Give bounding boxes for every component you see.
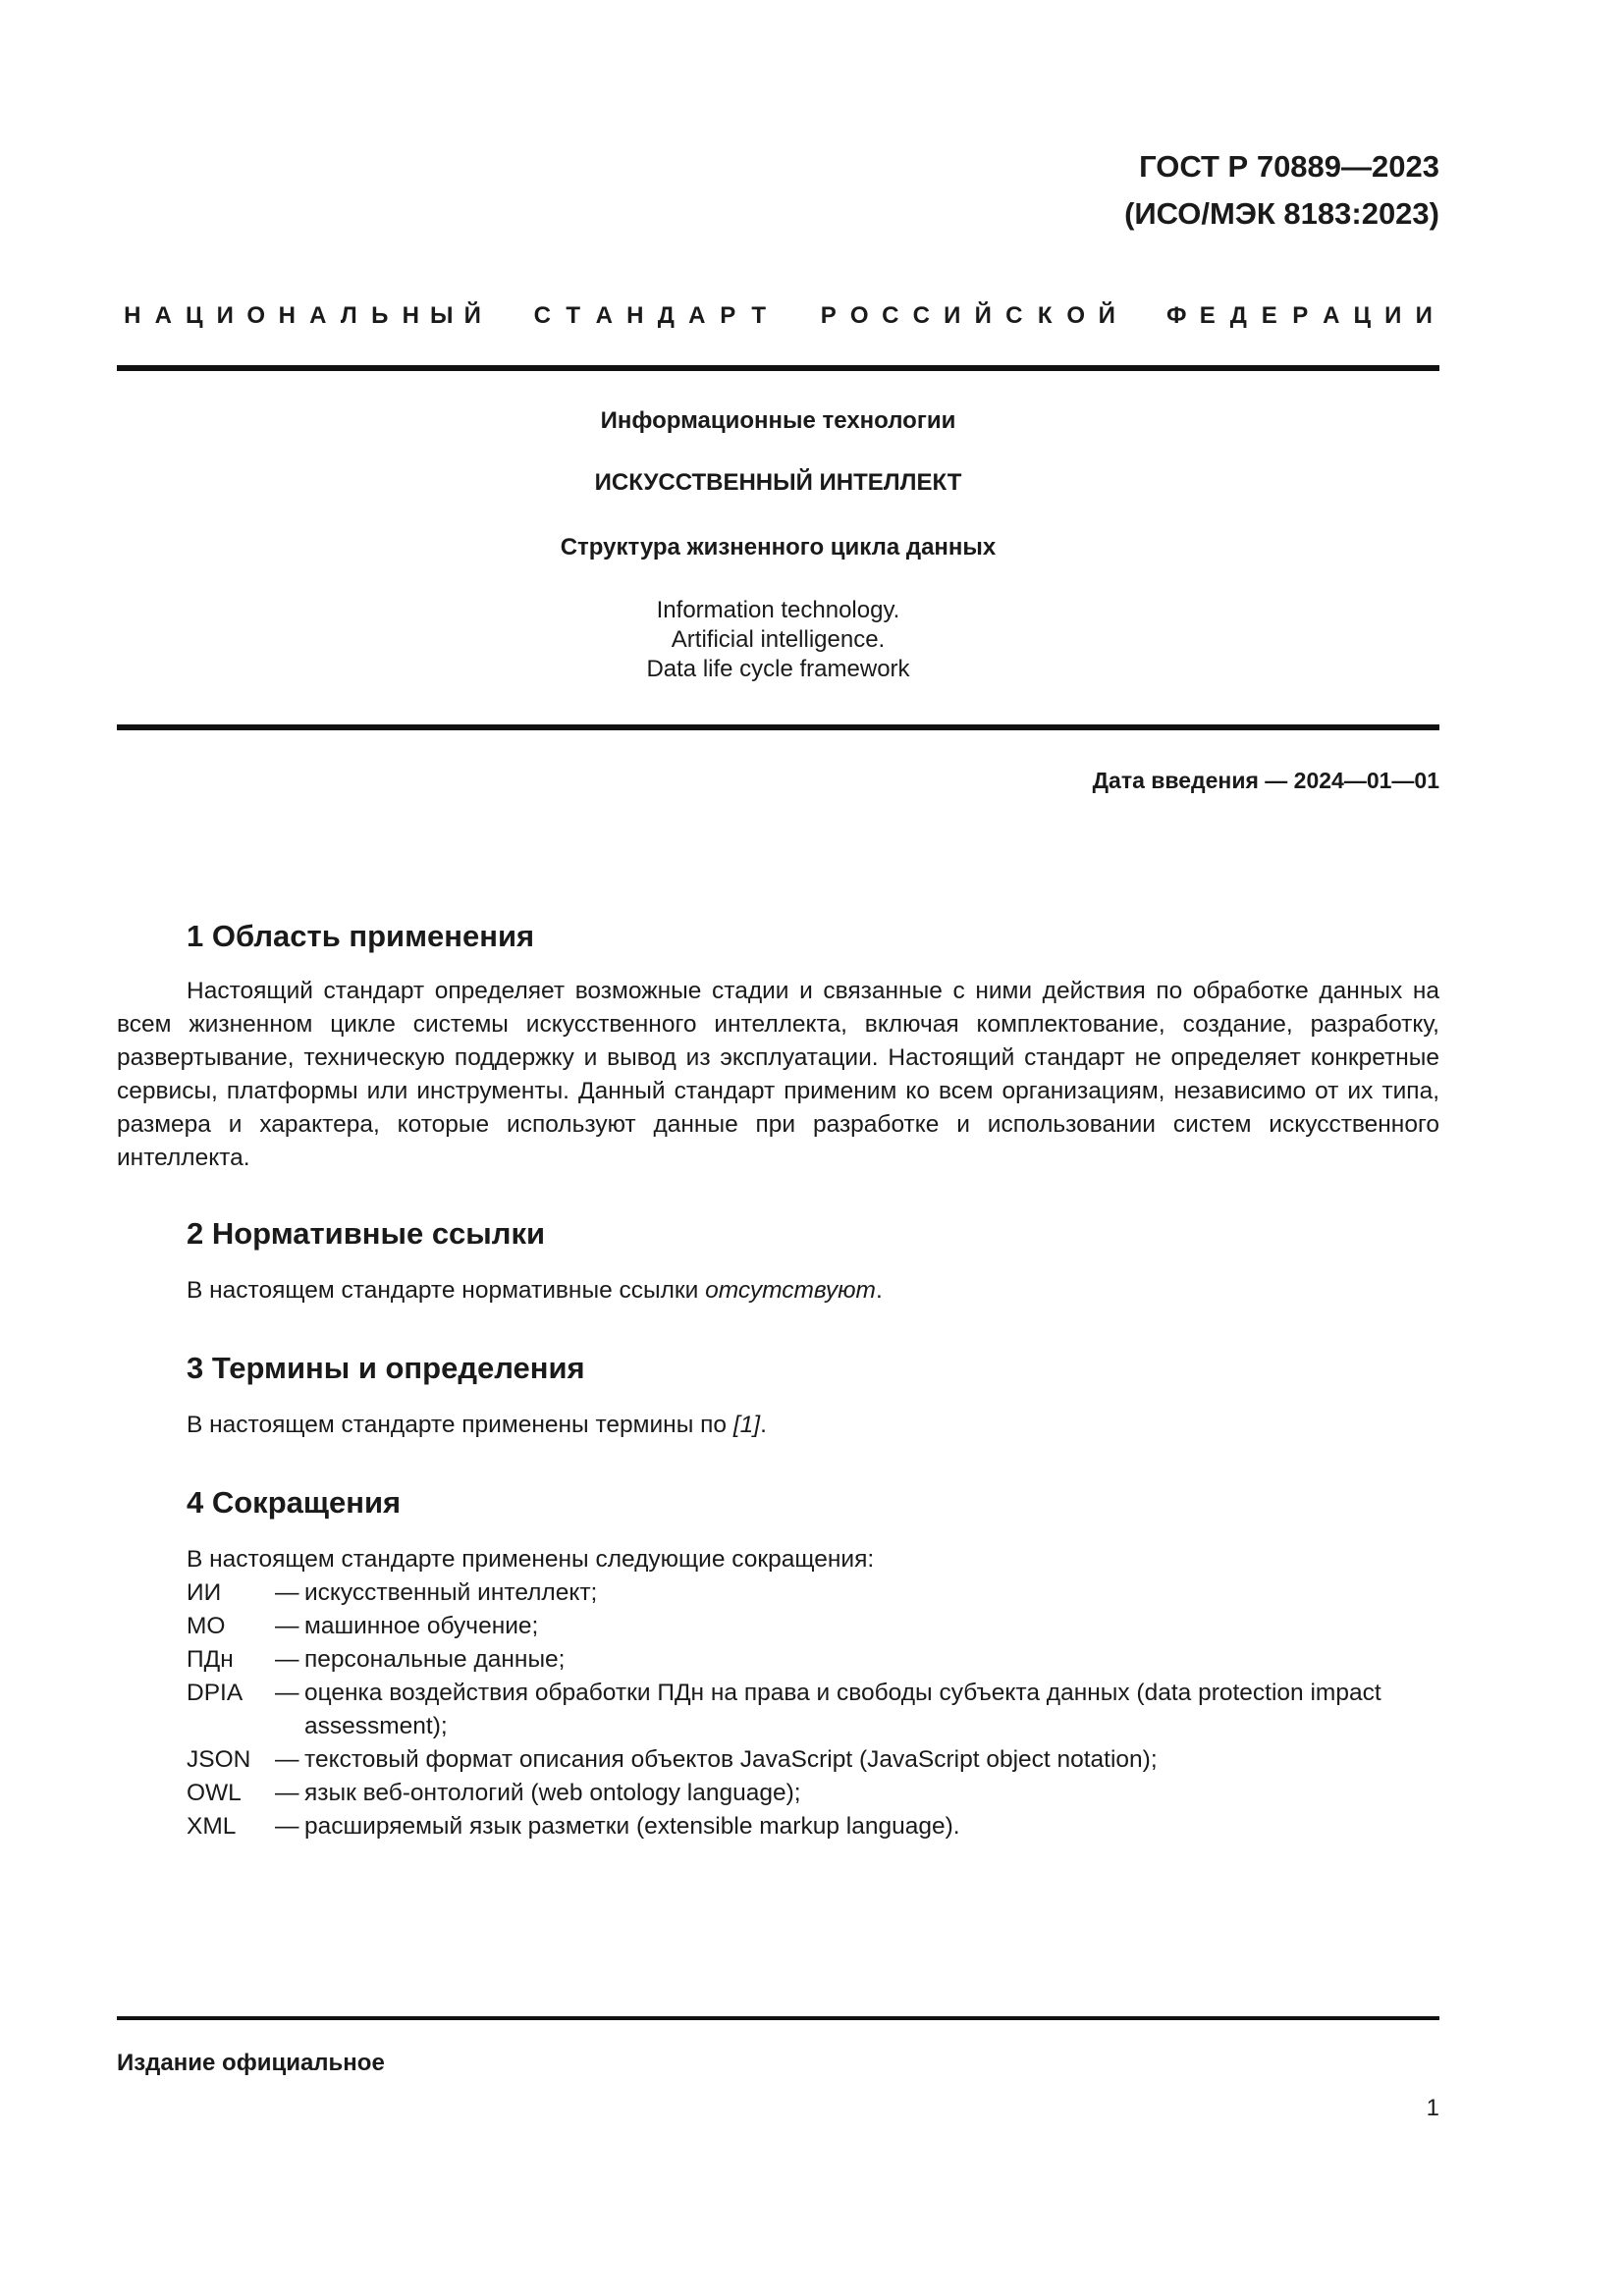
section-3-paragraph bbox=[187, 1409, 767, 1442]
section-2-text: В настоящем стандарте нормативные ссылки bbox=[187, 1277, 706, 1304]
banner-letter: Р bbox=[720, 302, 736, 329]
title-line-1: Информационные технологии bbox=[600, 407, 956, 434]
abbreviation-item bbox=[187, 1643, 1439, 1677]
abbreviation-item bbox=[187, 1576, 1439, 1610]
page-number: 1 bbox=[1426, 2095, 1439, 2121]
banner-letter: О bbox=[849, 302, 869, 329]
banner-letter: И bbox=[1415, 302, 1433, 329]
banner-letter: А bbox=[309, 302, 327, 329]
banner-letter: А bbox=[154, 302, 172, 329]
abbreviation-value: расширяемый язык разметки (extensible markup language). bbox=[304, 1813, 960, 1840]
top-rule bbox=[117, 365, 1439, 371]
banner-letter: Е bbox=[1261, 302, 1277, 329]
abbreviation-key: OWL bbox=[187, 1780, 242, 1806]
banner-letter: К bbox=[1037, 302, 1053, 329]
banner-letter: Е bbox=[1199, 302, 1216, 329]
section-3-text-end: . bbox=[760, 1412, 767, 1438]
abbreviation-item bbox=[187, 1777, 1439, 1810]
abbreviation-value: текстовый формат описания объектов JavaScript (JavaScript object notation); bbox=[304, 1746, 1158, 1773]
abbreviation-item bbox=[187, 1677, 1439, 1743]
title-line-2: ИСКУССТВЕННЫЙ ИНТЕЛЛЕКТ bbox=[594, 469, 962, 496]
abbreviation-key: ИИ bbox=[187, 1579, 222, 1606]
title-en-line-2: Artificial intelligence. bbox=[671, 626, 886, 653]
national-standard-banner bbox=[117, 299, 1439, 333]
abbreviation-item bbox=[187, 1810, 1439, 1843]
official-edition-label: Издание официальное bbox=[117, 2050, 385, 2076]
footer-rule bbox=[117, 2016, 1439, 2020]
title-en-line-3: Data life cycle framework bbox=[646, 656, 910, 682]
abbreviation-key: DPIA bbox=[187, 1680, 244, 1706]
title-rule bbox=[117, 724, 1439, 730]
banner-word bbox=[117, 299, 488, 333]
banner-letter: С bbox=[882, 302, 899, 329]
introduction-date: Дата введения — 2024—01—01 bbox=[1092, 768, 1439, 793]
banner-letter: И bbox=[944, 302, 961, 329]
iso-reference: (ИСО/МЭК 8183:2023) bbox=[1124, 196, 1439, 231]
section-3-heading: 3 Термины и определения bbox=[187, 1351, 585, 1385]
banner-letter: Т bbox=[566, 302, 581, 329]
section-1-text: Настоящий стандарт определяет возможные стадии и связанные с ними действия по обработке данных на всем жизненном цикле системы искусственного интеллекта, включая комплектование, создание, разработку, развертывание, техническую поддержку и вывод из эксплуатации. Настоящий стандарт не определяет конкретные сервисы, платформы или инструменты. Данный стандарт применим ко всем организациям, независимо от их типа, размера и характера, которые используют данные при разработке и использовании систем искусственного интеллекта. bbox=[117, 978, 1439, 1171]
abbreviation-value: язык веб-онтологий (web ontology language); bbox=[304, 1780, 801, 1806]
banner-letter: О bbox=[1066, 302, 1086, 329]
banner-letter: А bbox=[1323, 302, 1340, 329]
section-2-paragraph bbox=[187, 1274, 883, 1308]
abbreviation-key: МО bbox=[187, 1613, 226, 1639]
abbreviation-dash: — bbox=[275, 1780, 299, 1806]
banner-letter: Ц bbox=[185, 302, 203, 329]
banner-letter: Й bbox=[974, 302, 992, 329]
section-4-intro: В настоящем стандарте применены следующие сокращения: bbox=[187, 1546, 875, 1573]
banner-letter: И bbox=[216, 302, 234, 329]
abbreviation-list bbox=[187, 1576, 1439, 1843]
abbreviation-value: машинное обучение; bbox=[304, 1613, 539, 1639]
abbreviation-value: персональные данные; bbox=[304, 1646, 566, 1673]
section-2-heading: 2 Нормативные ссылки bbox=[187, 1216, 546, 1251]
abbreviation-dash: — bbox=[275, 1579, 299, 1606]
abbreviation-key: XML bbox=[187, 1813, 237, 1840]
banner-letter: Ц bbox=[1353, 302, 1372, 329]
banner-letter: Ы bbox=[430, 302, 454, 329]
banner-letter: Й bbox=[463, 302, 481, 329]
section-4-heading: 4 Сокращения bbox=[187, 1485, 402, 1520]
banner-letter: Ф bbox=[1166, 302, 1187, 329]
banner-letter: С bbox=[912, 302, 930, 329]
banner-letter: А bbox=[595, 302, 613, 329]
title-line-3: Структура жизненного цикла данных bbox=[560, 534, 997, 561]
section-3-text: В настоящем стандарте применены термины по bbox=[187, 1412, 733, 1438]
banner-letter: Д bbox=[1229, 302, 1247, 329]
abbreviation-dash: — bbox=[275, 1813, 299, 1840]
section-1-heading: 1 Область применения bbox=[187, 919, 535, 953]
banner-letter: С bbox=[1005, 302, 1023, 329]
abbreviation-dash: — bbox=[275, 1613, 299, 1639]
banner-word bbox=[813, 299, 1122, 333]
abbreviation-item bbox=[187, 1743, 1439, 1777]
banner-letter: А bbox=[688, 302, 706, 329]
banner-letter: Й bbox=[1098, 302, 1115, 329]
abbreviation-dash: — bbox=[275, 1646, 299, 1673]
banner-letter: Н bbox=[402, 302, 419, 329]
abbreviation-dash: — bbox=[275, 1680, 299, 1706]
banner-letter: И bbox=[1384, 302, 1402, 329]
abbreviation-dash: — bbox=[275, 1746, 299, 1773]
banner-letter: Н bbox=[124, 302, 141, 329]
banner-word bbox=[527, 299, 775, 333]
banner-letter: Л bbox=[340, 302, 357, 329]
section-2-italic: отсутствуют bbox=[705, 1277, 876, 1304]
banner-letter: Н bbox=[626, 302, 644, 329]
banner-letter: Н bbox=[278, 302, 296, 329]
banner-letter: Р bbox=[820, 302, 837, 329]
section-1-paragraph bbox=[117, 975, 1439, 1175]
banner-letter: Т bbox=[751, 302, 767, 329]
banner-letter: С bbox=[533, 302, 551, 329]
bibliography-reference: [1] bbox=[732, 1412, 761, 1438]
banner-letter: О bbox=[246, 302, 266, 329]
banner-letter: Ь bbox=[371, 302, 389, 329]
abbreviation-key: ПДн bbox=[187, 1646, 234, 1673]
section-2-text-end: . bbox=[875, 1277, 883, 1304]
abbreviation-item bbox=[187, 1610, 1439, 1643]
standard-designation: ГОСТ Р 70889—2023 bbox=[1139, 149, 1439, 184]
abbreviation-value: искусственный интеллект; bbox=[304, 1579, 598, 1606]
banner-letter: Д bbox=[657, 302, 675, 329]
abbreviation-key: JSON bbox=[187, 1746, 251, 1773]
title-en-line-1: Information technology. bbox=[656, 597, 900, 623]
banner-letter: Р bbox=[1292, 302, 1309, 329]
banner-word bbox=[1162, 299, 1440, 333]
abbreviation-value: оценка воздействия обработки ПДн на права и свободы субъекта данных (data protection impact assessment); bbox=[304, 1680, 1381, 1739]
